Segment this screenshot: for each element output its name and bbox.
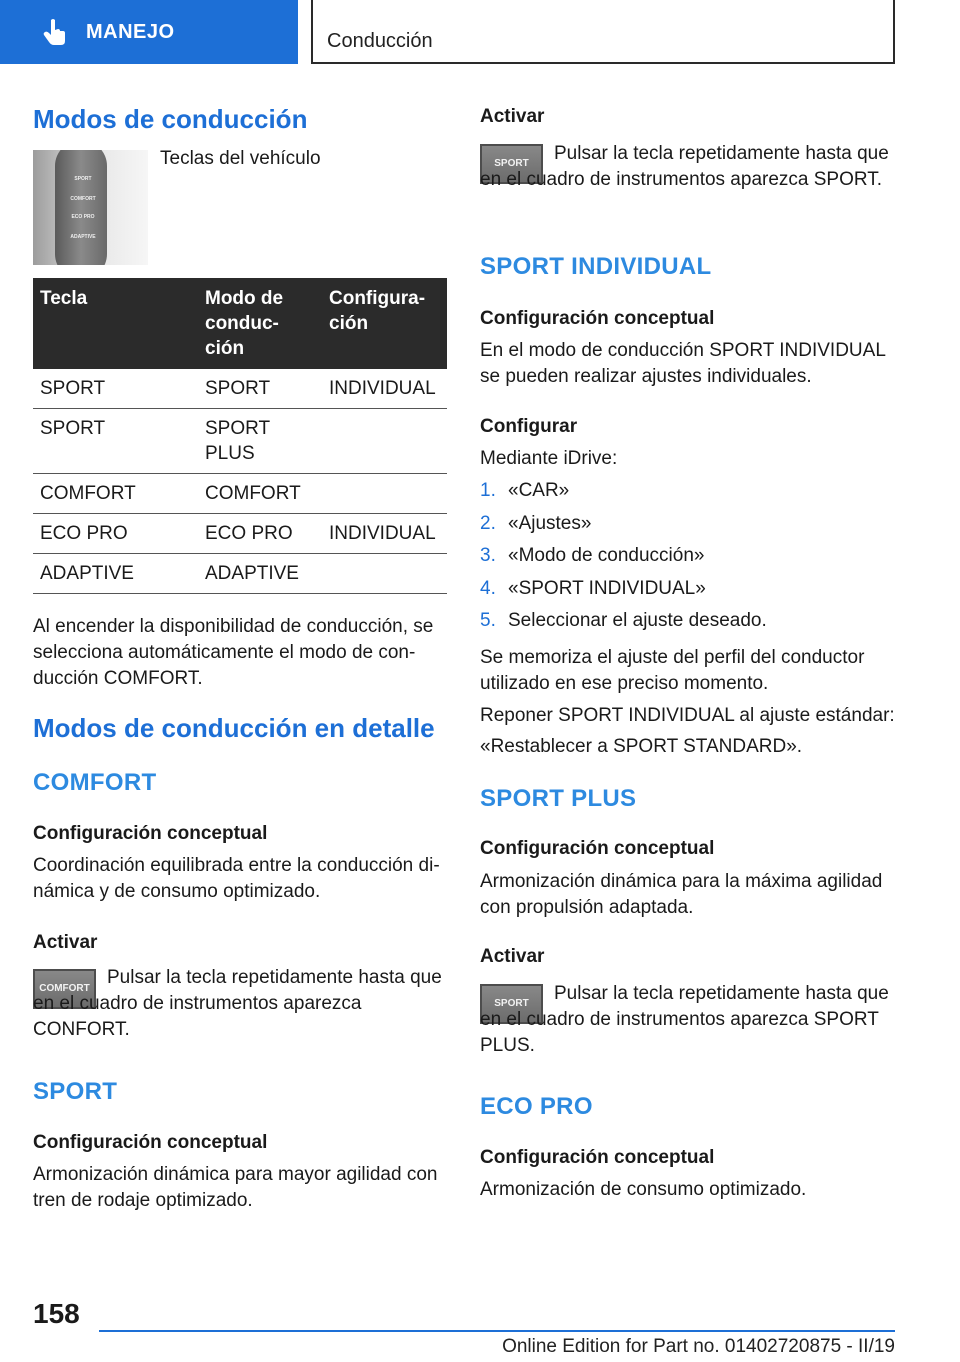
sport-plus-title: SPORT PLUS	[480, 785, 637, 812]
modes-table	[33, 278, 447, 594]
table-header-row	[33, 278, 447, 369]
table-cell	[322, 554, 447, 594]
comfort-title: COMFORT	[33, 769, 157, 796]
step-text: «Ajustes»	[508, 512, 592, 534]
list-item	[480, 610, 900, 643]
table-cell: ECO PRO	[198, 514, 322, 554]
eco-pro-concept-heading: Configuración conceptual	[480, 1147, 715, 1168]
configure-intro: Mediante iDrive:	[480, 448, 618, 469]
photo-key-eco-pro: ECO PRO	[71, 214, 95, 220]
sport-individual-title: SPORT INDIVIDUAL	[480, 253, 712, 280]
photo-key-adaptive: ADAPTIVE	[70, 234, 96, 240]
configure-steps	[480, 480, 900, 643]
table-row	[33, 474, 447, 514]
step-number: 2.	[480, 512, 496, 534]
photo-key-sport: SPORT	[74, 176, 92, 182]
step-number: 4.	[480, 577, 496, 599]
reset-option: «Restablecer a SPORT STANDARD».	[480, 736, 803, 757]
list-item	[480, 480, 900, 513]
sport-concept-text: Armonización dinámica para mayor agilidad con tren de rodaje optimizado.	[33, 1164, 438, 1211]
table-row	[33, 554, 447, 594]
table-cell: SPORT PLUS	[198, 409, 322, 474]
vehicle-keys-photo	[33, 150, 148, 265]
sport-title: SPORT	[33, 1078, 118, 1105]
sport-plus-concept-heading: Configuración conceptual	[480, 838, 715, 859]
table-row	[33, 369, 447, 409]
reset-text: Reponer SPORT INDIVIDUAL al ajuste estándar:	[480, 705, 895, 726]
sport-activate-text: Pulsar la tecla repetidamente hasta que en el cuadro de instrumentos aparezca SPORT.	[480, 143, 889, 190]
table-cell	[322, 409, 447, 474]
comfort-concept-heading: Configuración conceptual	[33, 823, 268, 844]
table-cell: COMFORT	[198, 474, 322, 514]
photo-caption: Teclas del vehículo	[160, 148, 321, 169]
table-row	[33, 514, 447, 554]
step-text: «SPORT INDIVIDUAL»	[508, 577, 706, 599]
photo-key-comfort: COMFORT	[70, 196, 96, 202]
list-item	[480, 545, 900, 578]
sport-plus-concept-text: Armonización dinámica para la máxima agilidad con propulsión adaptada.	[480, 871, 883, 918]
sport-plus-activate-heading: Activar	[480, 946, 545, 967]
step-number: 3.	[480, 545, 496, 566]
memo-text: Se memoriza el ajuste del perfil del conductor utilizado en ese preciso momento.	[480, 647, 865, 694]
step-text: «CAR»	[508, 480, 570, 501]
comfort-activate-heading: Activar	[33, 932, 98, 953]
table-cell	[322, 474, 447, 514]
step-text: Seleccionar el ajuste deseado.	[508, 610, 767, 631]
chapter-title: Conducción	[327, 30, 433, 52]
sport-concept-heading: Configuración conceptual	[33, 1132, 268, 1153]
table-row	[33, 409, 447, 474]
footer-divider	[99, 1330, 895, 1332]
eco-pro-title: ECO PRO	[480, 1093, 593, 1120]
step-text: «Modo de conducción»	[508, 545, 705, 566]
table-cell: ADAPTIVE	[198, 554, 322, 594]
page-title: Modos de conducción	[33, 104, 308, 134]
table-cell: INDIVIDUAL	[322, 369, 447, 409]
configure-heading: Configurar	[480, 416, 578, 437]
edition-footer: Online Edition for Part no. 01402720875 - II/19	[502, 1336, 895, 1357]
step-number: 1.	[480, 480, 496, 501]
sport-plus-activate-text: Pulsar la tecla repetidamente hasta que en el cuadro de instrumentos aparezca SPORT PLUS.	[480, 983, 889, 1056]
column-header: Tecla	[33, 278, 198, 369]
column-header: Modo de conduc‐ ción	[198, 278, 322, 369]
column-header: Configura‐ ción	[322, 278, 447, 369]
list-item	[480, 513, 900, 546]
sport-plus-key-label: SPORT	[494, 998, 529, 1009]
chapter-header	[311, 0, 895, 64]
section-label: MANEJO	[86, 20, 175, 43]
table-cell: SPORT	[33, 409, 198, 474]
comfort-concept-text: Coordinación equilibrada entre la conducción di‐ námica y de consumo optimizado.	[33, 855, 440, 902]
sport-key-label: SPORT	[494, 158, 529, 169]
eco-pro-concept-text: Armonización de consumo optimizado.	[480, 1179, 807, 1200]
hand-icon	[40, 17, 70, 47]
detail-title: Modos de conducción en detalle	[33, 713, 435, 743]
table-cell: SPORT	[198, 369, 322, 409]
comfort-key-label: COMFORT	[39, 983, 90, 994]
section-tab[interactable]	[0, 0, 298, 64]
comfort-activate-text: Pulsar la tecla repetidamente hasta que en el cuadro de instrumentos aparezca CONFORT.	[33, 967, 442, 1040]
page-number: 158	[33, 1298, 80, 1329]
intro-text: Al encender la disponibilidad de conducción, se selecciona automáticamente el modo de con‐ ducción COMFORT.	[33, 616, 434, 689]
step-number: 5.	[480, 610, 496, 631]
sport-activate-heading: Activar	[480, 106, 545, 127]
table-cell: INDIVIDUAL	[322, 514, 447, 554]
sport-individual-concept-text: En el modo de conducción SPORT INDIVIDUAL se pueden realizar ajustes individuales.	[480, 340, 886, 387]
table-cell: SPORT	[33, 369, 198, 409]
table-cell: ECO PRO	[33, 514, 198, 554]
table-cell: ADAPTIVE	[33, 554, 198, 594]
table-cell: COMFORT	[33, 474, 198, 514]
list-item	[480, 578, 900, 611]
sport-individual-concept-heading: Configuración conceptual	[480, 308, 715, 329]
